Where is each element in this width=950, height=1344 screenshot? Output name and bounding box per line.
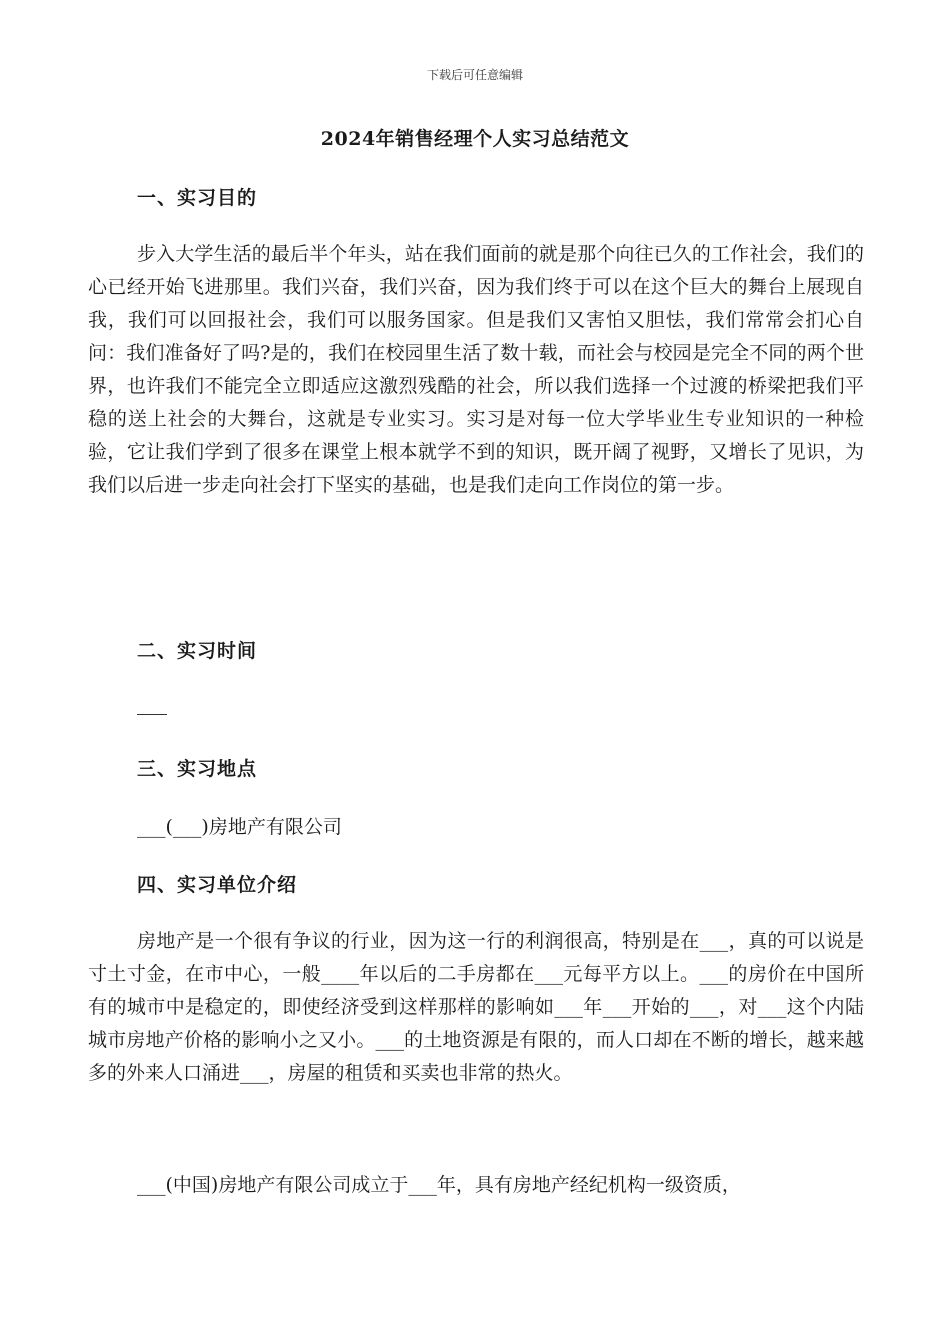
section-heading-time: 二、实习时间 (137, 640, 258, 662)
paragraph-company-1: 房地产是一个很有争议的行业，因为这一行的利润很高，特别是在___，真的可以说是寸土寸金，在市中心，一般____年以后的二手房都在___元每平方以上。___的房价在中国所有的城市中是稳定的，即使经济受到这样那样的影响如___年___开始的___，对___这个内陆城市房地产价格的影响小之又小。___的土地资源是有限的，而人口却在不断的增长，越来越多的外来人口涌进___，房屋的租赁和买卖也非常的热火。 (88, 930, 864, 1084)
section-heading-location: 三、实习地点 (137, 758, 258, 780)
section-heading-company: 四、实习单位介绍 (137, 874, 298, 896)
paragraph-purpose: 步入大学生活的最后半个年头，站在我们面前的就是那个向往已久的工作社会，我们的心已经开始飞进那里。我们兴奋，我们兴奋，因为我们终于可以在这个巨大的舞台上展现自我，我们可以回报社会，我们可以服务国家。但是我们又害怕又胆怯，我们常常会扪心自问：我们准备好了吗?是的，我们在校园里生活了数十载，而社会与校园是完全不同的两个世界，也许我们不能完全立即适应这激烈残酷的社会，所以我们选择一个过渡的桥梁把我们平稳的送上社会的大舞台，这就是专业实习。实习是对每一位大学毕业生专业知识的一种检验，它让我们学到了很多在课堂上根本就学不到的知识，既开阔了视野，又增长了见识，为我们以后进一步走向社会打下坚实的基础，也是我们走向工作岗位的第一步。 (88, 243, 864, 496)
section-heading-purpose: 一、实习目的 (137, 187, 258, 209)
header-note: 下载后可任意编辑 (426, 68, 523, 82)
location-text: ___(___)房地产有限公司 (137, 816, 342, 838)
blank-line (137, 714, 167, 715)
paragraph-company-2: ___(中国)房地产有限公司成立于___年，具有房地产经纪机构一级资质， (137, 1174, 741, 1196)
document-title: 2024年销售经理个人实习总结范文 (320, 128, 630, 150)
